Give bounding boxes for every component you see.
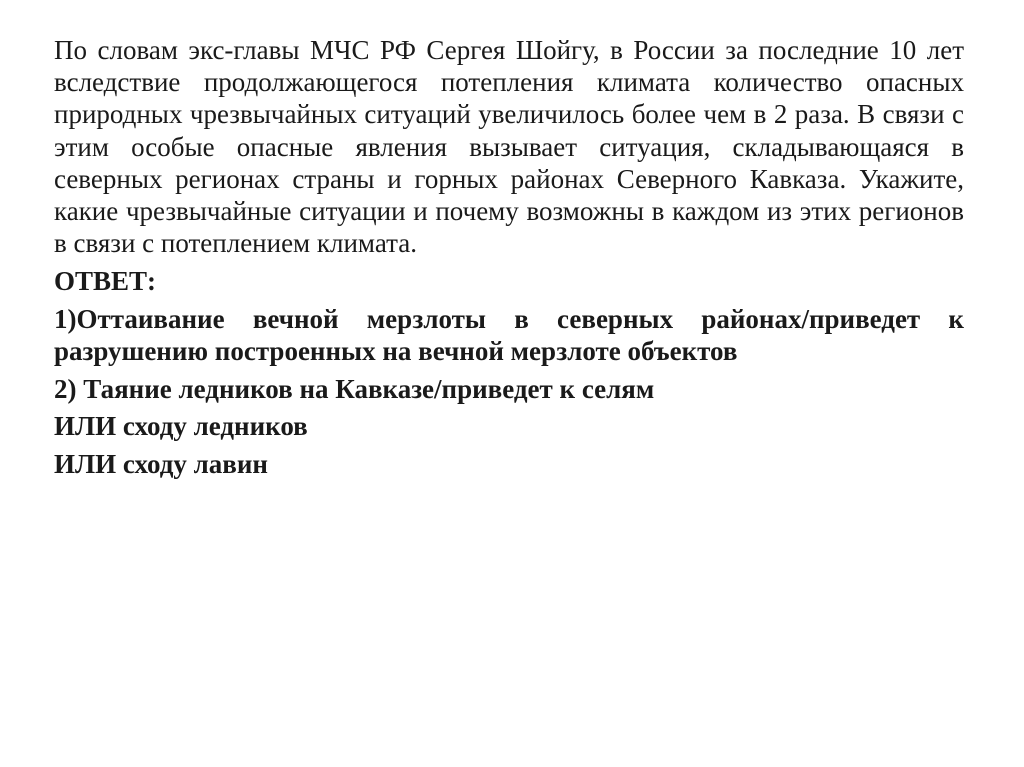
question-text: По словам экс-главы МЧС РФ Сергея Шойгу, в России за последние 10 лет вследствие продолжающегося потепления климата количество опасных природных чрезвычайных ситуаций увеличилось более чем в 2 раза. В связи с этим особые опасные явления вызывает ситуация, складывающаяся в северных регионах страны и горных районах Северного Кавказа. Укажите, какие чрезвычайные ситуации и почему возможны в каждом из этих регионов в связи с потеплением климата.: [54, 35, 964, 259]
answer-heading: ОТВЕТ:: [54, 266, 157, 297]
slide-content: [54, 34, 964, 480]
answer-item-3: ИЛИ сходу ледников: [54, 411, 308, 442]
answer-item-1: 1)Оттаивание вечной мерзлоты в северных районах/приведет к разрушению построенных на вечной мерзлоте объектов: [54, 304, 964, 367]
answer-item-4: ИЛИ сходу лавин: [54, 449, 268, 480]
answer-item-2: 2) Таяние ледников на Кавказе/приведет к селям: [54, 374, 655, 405]
